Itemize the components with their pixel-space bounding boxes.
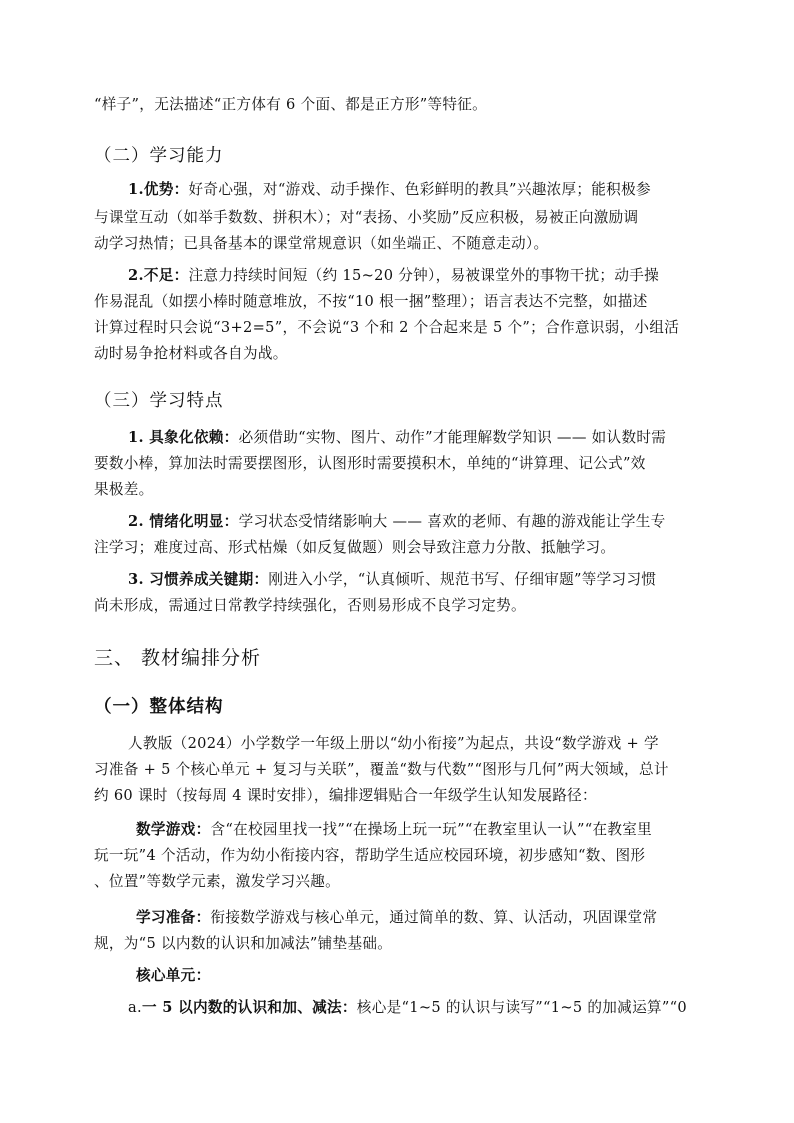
paragraph-line — [136, 908, 657, 928]
paragraph-line: 动时易争抢材料或各自为战。 — [94, 345, 288, 362]
item-text: 好奇心强，对“游戏、动手操作、色彩鲜明的教具”兴趣浓厚；能积极参 — [188, 181, 651, 198]
paragraph-line: 要数小棒，算加法时需要摆图形，认图形时需要摸积木，单纯的“讲算理、记公式”效 — [94, 455, 646, 472]
item-text: 注意力持续时间短（约 15~20 分钟），易被课堂外的事物干扰；动手操 — [188, 267, 660, 284]
paragraph-line: “样子”，无法描述“正方体有 6 个面、都是正方形”等特征。 — [94, 96, 488, 113]
item-label: 2.不足： — [128, 267, 189, 284]
paragraph-line: 注学习；难度过高、形式枯燥（如反复做题）则会导致注意力分散、抵触学习。 — [94, 539, 616, 556]
section-heading-learning-ability: （二）学习能力 — [94, 146, 224, 166]
item-label: 学习准备： — [136, 909, 211, 926]
paragraph-line: 约 60 课时（按每周 4 课时安排），编排逻辑贴合一年级学生认知发展路径： — [94, 787, 597, 804]
item-label: 数学游戏： — [136, 821, 211, 838]
item-text: 学习状态受情绪影响大 —— 喜欢的老师、有趣的游戏能让学生专 — [238, 513, 666, 530]
paragraph-line: 玩一玩”4 个活动，作为幼小衔接内容，帮助学生适应校园环境，初步感知“数、图形 — [94, 847, 646, 864]
paragraph-line — [128, 512, 666, 532]
paragraph-line: 习准备 + 5 个核心单元 + 复习与关联”，覆盖“数与代数”“图形与几何”两大领域，总计 — [94, 761, 669, 778]
item-text: 必须借助“实物、图片、动作”才能理解数学知识 —— 如认数时需 — [238, 429, 667, 446]
paragraph-line: 尚未形成，需通过日常教学持续强化，否则易形成不良学习定势。 — [94, 597, 526, 614]
paragraph-line — [136, 820, 652, 840]
item-label: 3. 习惯养成关键期： — [128, 571, 269, 588]
paragraph-line — [128, 428, 666, 448]
section-heading-learning-traits: （三）学习特点 — [94, 391, 224, 411]
item-text: 核心是“1~5 的认识与读写”“1~5 的加减运算”“0 — [356, 999, 687, 1016]
item-label: 2. 情绪化明显： — [128, 513, 239, 530]
section-heading-overall-structure: （一）整体结构 — [94, 697, 224, 717]
paragraph-line — [128, 570, 656, 590]
item-text: 衔接数学游戏与核心单元，通过简单的数、算、认活动，巩固课堂常 — [210, 909, 658, 926]
paragraph-line — [128, 180, 651, 200]
paragraph-line: 动学习热情；已具备基本的课堂常规意识（如坐端正、不随意走动）。 — [94, 235, 549, 252]
item-marker: a. — [128, 999, 142, 1016]
paragraph-line: 计算过程时只会说“3+2=5”，不会说“3 个和 2 个合起来是 5 个”；合作意识弱，小组活 — [94, 319, 680, 336]
item-text: 含“在校园里找一找”“在操场上玩一玩”“在教室里认一认”“在教室里 — [210, 821, 653, 838]
item-label: 一 5 以内数的认识和加、减法： — [141, 999, 357, 1016]
paragraph-line — [128, 998, 687, 1018]
item-label: 1. 具象化依赖： — [128, 429, 239, 446]
item-text: 刚进入小学，“认真倾听、规范书写、仔细审题”等学习习惯 — [268, 571, 657, 588]
part-heading-textbook-analysis: 三、 教材编排分析 — [94, 647, 262, 669]
paragraph-line: 规，为“5 以内数的认识和加减法”铺垫基础。 — [94, 935, 393, 952]
paragraph-line: 与课堂互动（如举手数数、拼积木）；对“表扬、小奖励”反应积极，易被正向激励调 — [94, 209, 639, 226]
paragraph-line: 人教版（2024）小学数学一年级上册以“幼小衔接”为起点，共设“数学游戏 + 学 — [128, 735, 659, 752]
item-label: 核心单元： — [136, 967, 211, 984]
item-label: 1.优势： — [128, 181, 189, 198]
paragraph-line: 作易混乱（如摆小棒时随意堆放，不按“10 根一捆”整理）；语言表达不完整，如描述 — [94, 293, 648, 310]
paragraph-line: 果极差。 — [94, 481, 154, 498]
paragraph-line — [128, 266, 659, 286]
paragraph-line: 、位置”等数学元素，激发学习兴趣。 — [94, 873, 341, 890]
